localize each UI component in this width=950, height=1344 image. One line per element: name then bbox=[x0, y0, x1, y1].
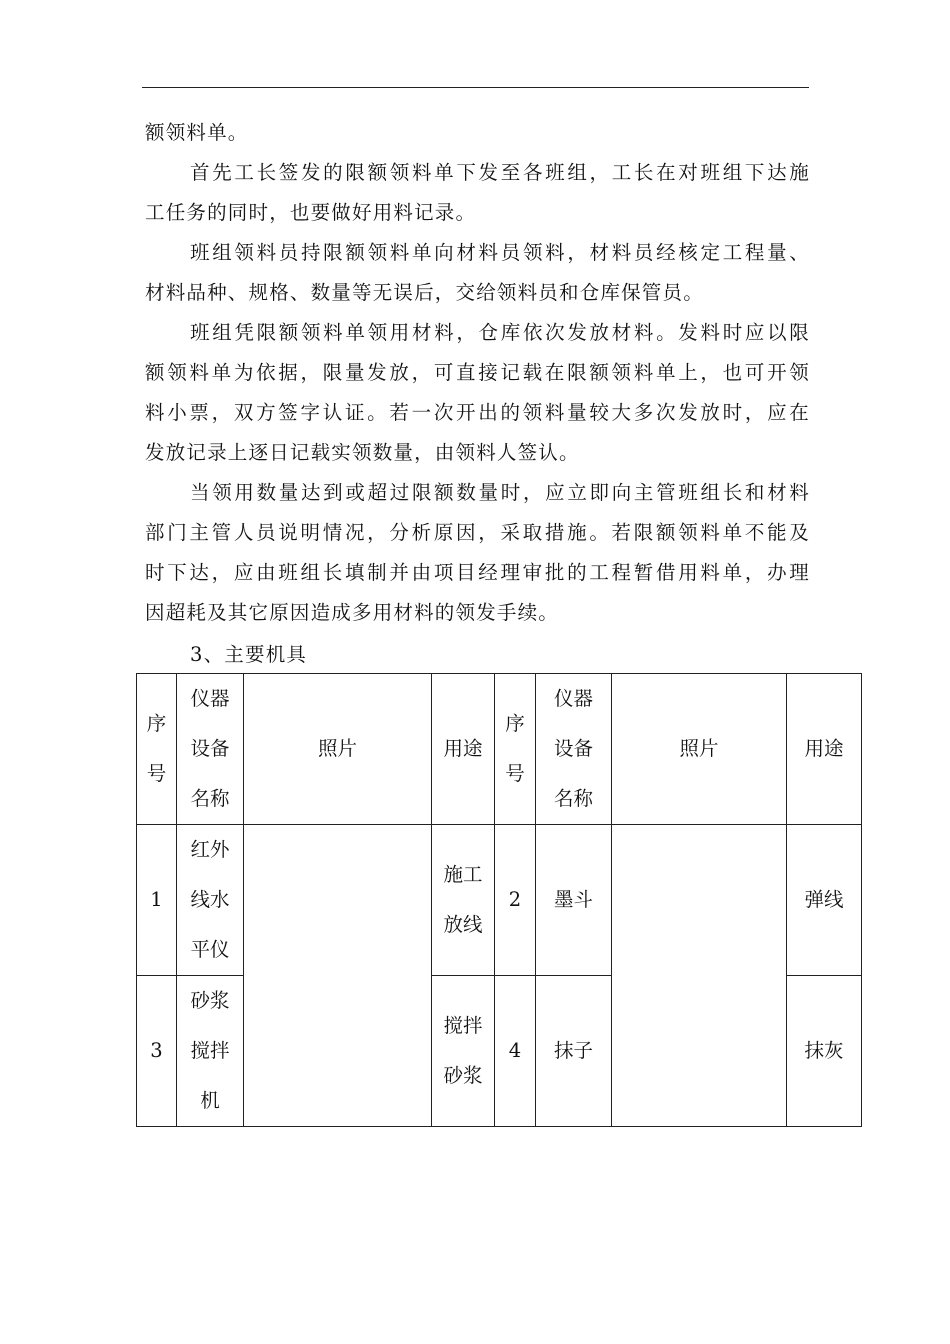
header-no-a bbox=[137, 674, 177, 825]
text-line: 班组凭限额领料单领用材料，仓库依次发放材料。发料时应以限 bbox=[190, 321, 810, 344]
row1-use-a bbox=[432, 825, 495, 976]
cell-line: 搅拌 bbox=[443, 1014, 483, 1037]
text-line: 材料品种、规格、数量等无误后，交给领料员和仓库保管员。 bbox=[145, 281, 704, 304]
row2-no-a: 3 bbox=[137, 976, 177, 1127]
text-line: 班组领料员持限额领料单向材料员领料，材料员经核定工程量、 bbox=[190, 241, 810, 264]
cell-line: 砂浆 bbox=[443, 1064, 483, 1087]
row1-use-b bbox=[787, 825, 862, 976]
row2-use-b bbox=[787, 976, 862, 1127]
text-line: 额领料单。 bbox=[145, 121, 249, 144]
table-row bbox=[137, 825, 862, 976]
cell-line: 号 bbox=[146, 762, 167, 785]
cell-line: 搅拌 bbox=[190, 1039, 230, 1062]
header-photo-b: 照片 bbox=[612, 674, 787, 825]
text-line: 额领料单为依据，限量发放，可直接记载在限额领料单上，也可开领 bbox=[145, 361, 810, 384]
body-text bbox=[145, 118, 810, 638]
row1-name-b bbox=[536, 825, 612, 976]
header-photo-a: 照片 bbox=[244, 674, 432, 825]
row1-name-a bbox=[177, 825, 244, 976]
table-header-row bbox=[137, 674, 862, 825]
cell-line: 放线 bbox=[443, 913, 483, 936]
text-line: 当领用数量达到或超过限额数量时，应立即向主管班组长和材料 bbox=[190, 481, 810, 504]
text-line: 时下达，应由班组长填制并由项目经理审批的工程暂借用料单，办理 bbox=[145, 561, 810, 584]
row2-name-b bbox=[536, 976, 612, 1127]
row2-use-a bbox=[432, 976, 495, 1127]
text-line: 首先工长签发的限额领料单下发至各班组，工长在对班组下达施 bbox=[190, 161, 810, 184]
row2-no-b: 4 bbox=[495, 976, 536, 1127]
row1-no-b: 2 bbox=[495, 825, 536, 976]
section-heading: 3、主要机具 bbox=[190, 643, 308, 666]
equipment-table bbox=[136, 673, 862, 1127]
header-name-b bbox=[536, 674, 612, 825]
row1-no-a: 1 bbox=[137, 825, 177, 976]
cell-line: 弹线 bbox=[804, 888, 844, 911]
header-rule bbox=[142, 87, 809, 88]
cell-line: 设备 bbox=[553, 737, 593, 760]
text-line: 工任务的同时，也要做好用料记录。 bbox=[145, 201, 477, 224]
cell-line: 抹子 bbox=[553, 1039, 593, 1062]
cell-line: 仪器 bbox=[553, 687, 593, 710]
cell-line: 红外 bbox=[190, 838, 230, 861]
cell-line: 序 bbox=[505, 712, 525, 735]
text-line: 料小票，双方签字认证。若一次开出的领料量较大多次发放时，应在 bbox=[145, 401, 810, 424]
text-line: 因超耗及其它原因造成多用材料的领发手续。 bbox=[145, 601, 560, 624]
cell-line: 平仪 bbox=[190, 938, 230, 961]
header-name-a bbox=[177, 674, 244, 825]
text-line: 发放记录上逐日记载实领数量，由领料人签认。 bbox=[145, 441, 580, 464]
cell-line: 序 bbox=[146, 712, 167, 735]
header-use-a: 用途 bbox=[432, 674, 495, 825]
cell-line: 施工 bbox=[443, 863, 483, 886]
cell-line: 名称 bbox=[553, 787, 593, 810]
cell-line: 砂浆 bbox=[190, 989, 230, 1012]
cell-line: 仪器 bbox=[190, 687, 230, 710]
row2-name-a bbox=[177, 976, 244, 1127]
header-use-b: 用途 bbox=[787, 674, 862, 825]
header-no-b bbox=[495, 674, 536, 825]
cell-line: 名称 bbox=[190, 787, 230, 810]
cell-line: 线水 bbox=[190, 888, 230, 911]
photo-cell-a bbox=[244, 825, 432, 1127]
text-line: 部门主管人员说明情况，分析原因，采取措施。若限额领料单不能及 bbox=[145, 521, 810, 544]
cell-line: 墨斗 bbox=[553, 888, 593, 911]
cell-line: 抹灰 bbox=[804, 1039, 844, 1062]
cell-line: 机 bbox=[200, 1089, 220, 1112]
cell-line: 设备 bbox=[190, 737, 230, 760]
photo-cell-b bbox=[612, 825, 787, 1127]
cell-line: 号 bbox=[505, 762, 525, 785]
